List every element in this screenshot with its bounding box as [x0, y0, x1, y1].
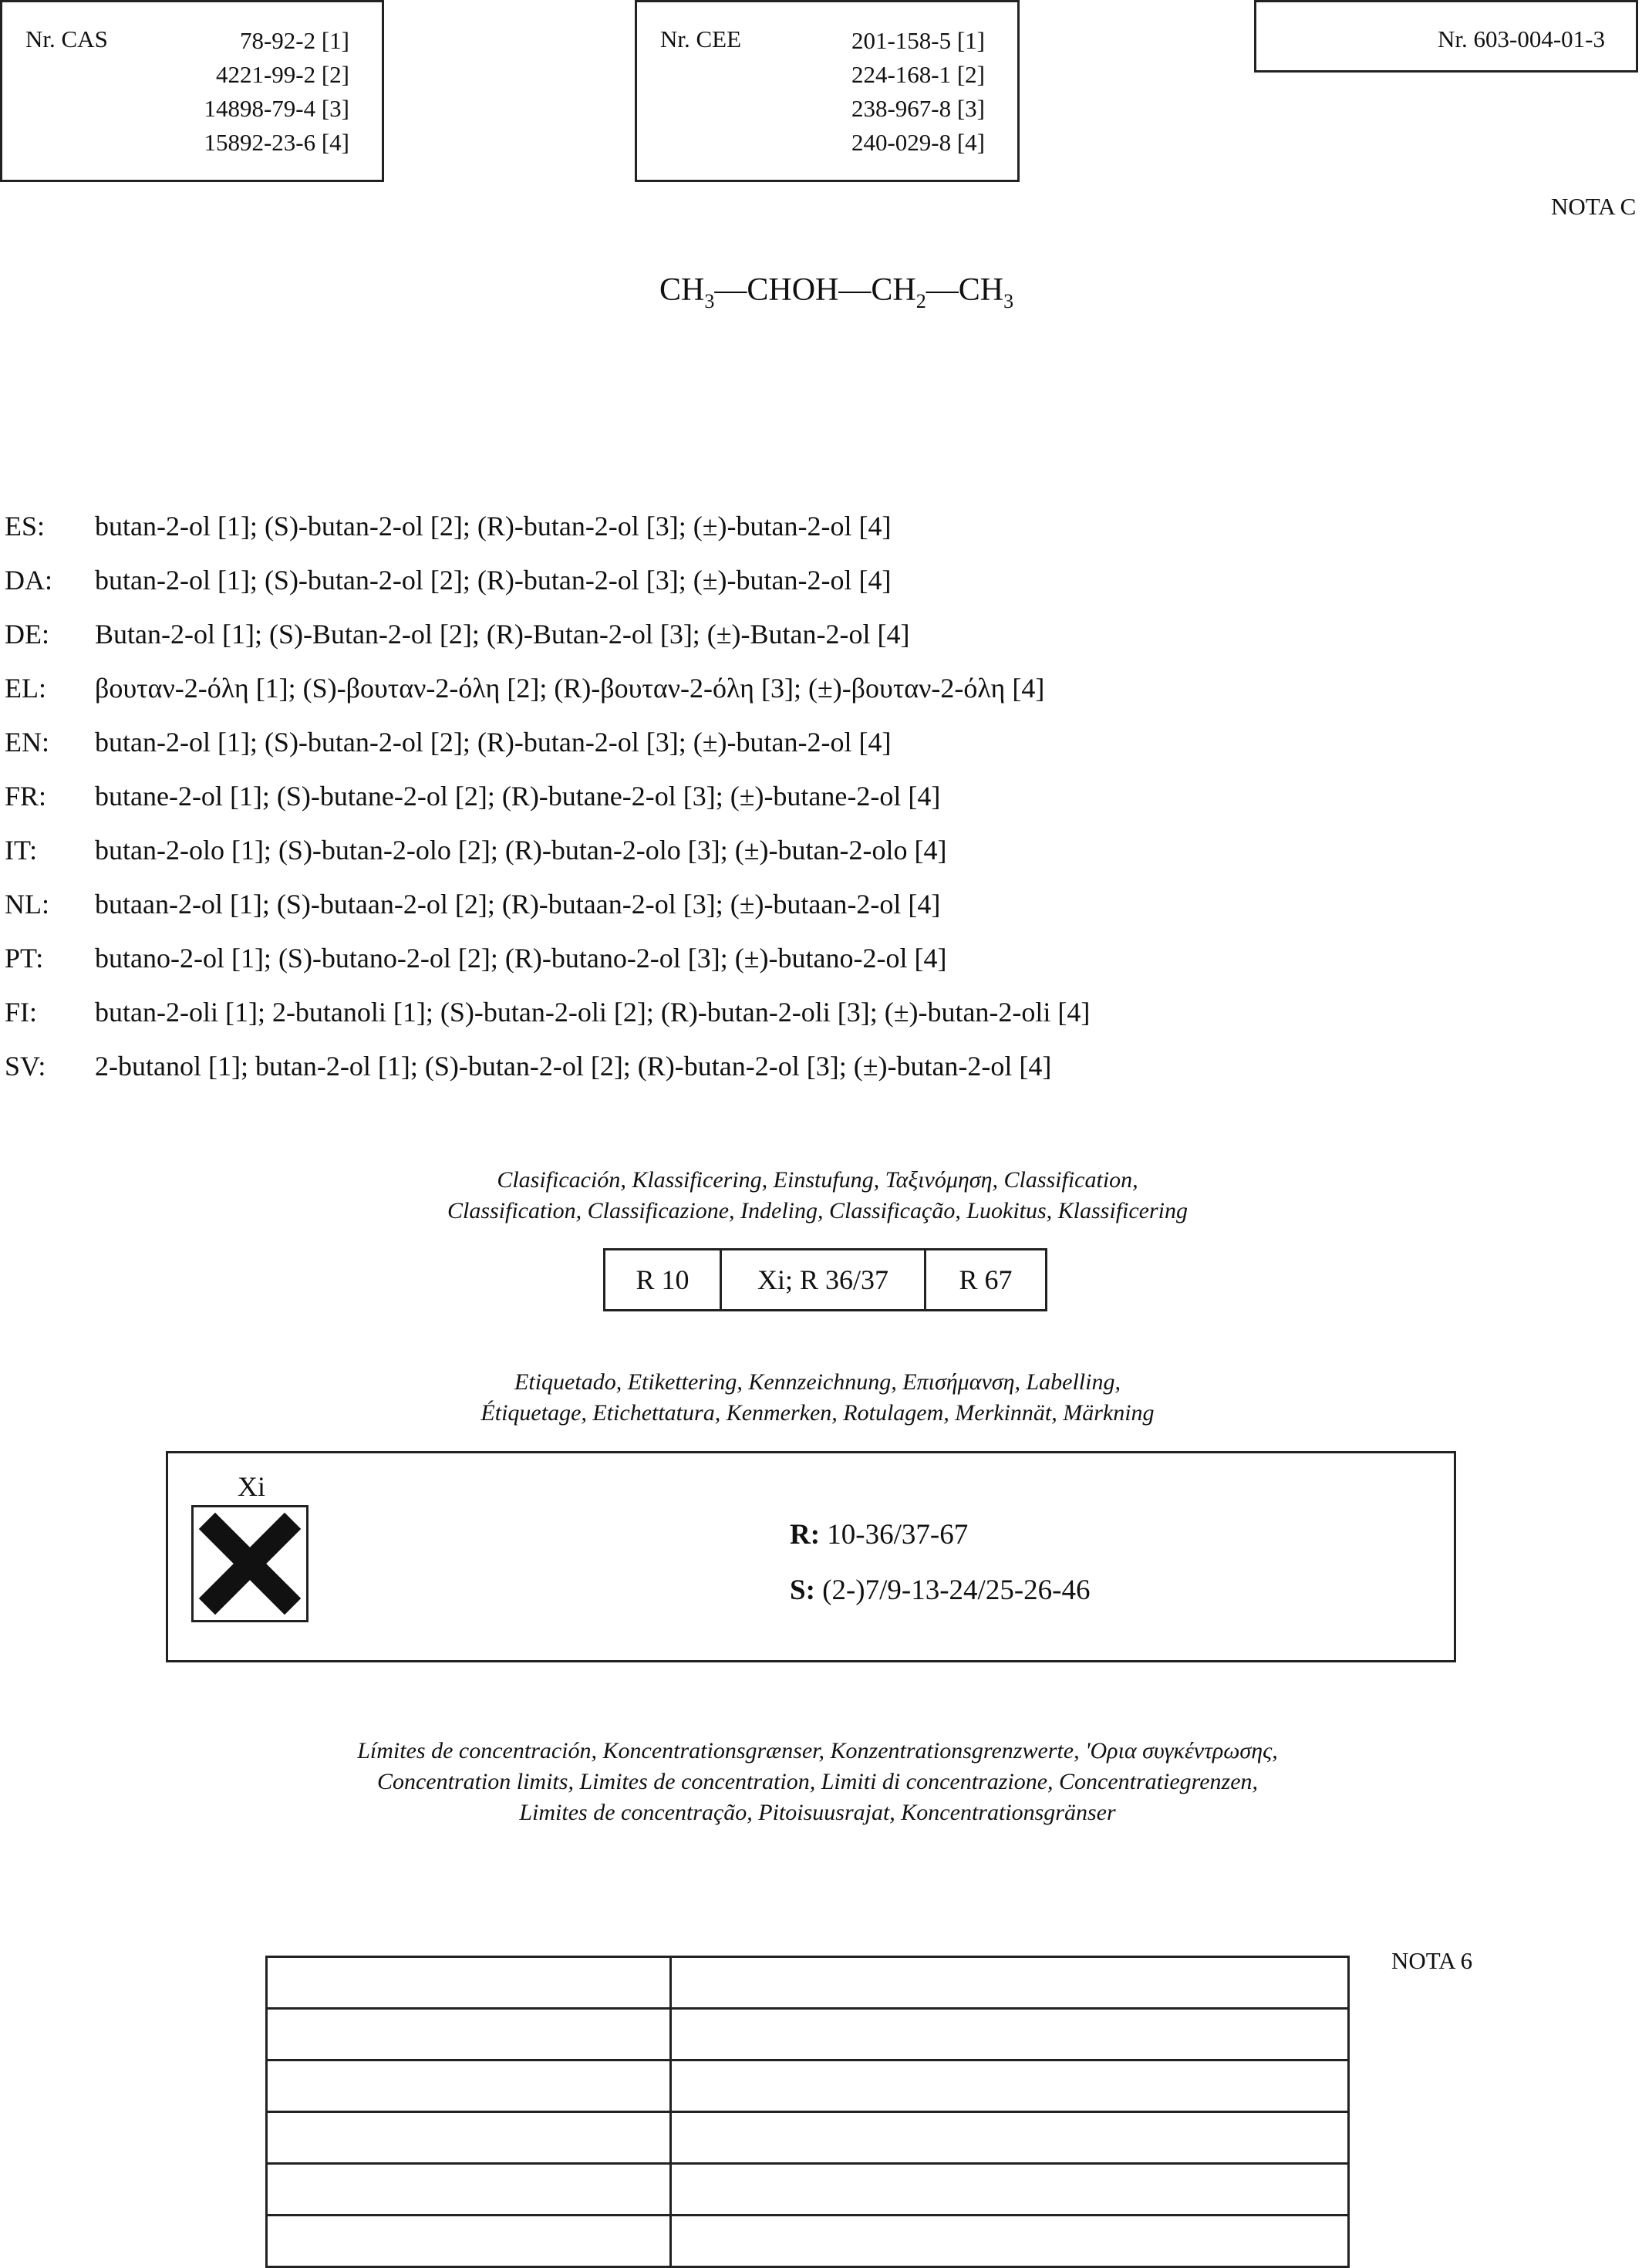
classification-cell: R 67	[926, 1250, 1047, 1311]
saltire-cross-icon	[194, 1507, 306, 1620]
classification-heading: Clasificación, Klassificering, Einstufung, Ταξινόμηση, Classification, Classification, Classificazione, Indeling, Classificação, Luokitus, Klassificering	[447, 1167, 1188, 1223]
language-code: FR:	[5, 781, 47, 812]
cee-label: Nr. CEE	[660, 25, 742, 52]
table-cell	[671, 2009, 1349, 2060]
cas-number: 78-92-2 [1]	[239, 27, 349, 54]
substance-name: butan-2-ol [1]; (S)-butan-2-ol [2]; (R)-butan-2-ol [3]; (±)-butan-2-ol [4]	[95, 511, 892, 542]
cas-number: 14898-79-4 [3]	[204, 95, 349, 122]
table-cell	[671, 1957, 1349, 2009]
substance-name: βουταν-2-όλη [1]; (S)-βουταν-2-όλη [2]; (R)-βουταν-2-όλη [3]; (±)-βουταν-2-όλη [4]	[95, 673, 1045, 704]
table-row	[267, 1957, 1349, 2009]
language-code: PT:	[5, 943, 44, 974]
table-cell	[267, 2164, 671, 2216]
language-code: FI:	[5, 997, 38, 1028]
substance-name: butano-2-ol [1]; (S)-butano-2-ol [2]; (R)-butano-2-ol [3]; (±)-butano-2-ol [4]	[95, 943, 947, 974]
language-code: DE:	[5, 619, 49, 650]
cee-number: 240-029-8 [4]	[851, 129, 985, 156]
table-cell	[267, 1957, 671, 2009]
substance-name: butan-2-ol [1]; (S)-butan-2-ol [2]; (R)-butan-2-ol [3]; (±)-butan-2-ol [4]	[95, 727, 892, 758]
substance-name: butan-2-olo [1]; (S)-butan-2-olo [2]; (R)-butan-2-olo [3]; (±)-butan-2-olo [4]	[95, 835, 947, 866]
nota-c: NOTA C	[1551, 193, 1637, 220]
index-number-box	[1254, 0, 1638, 73]
r-phrases	[790, 1518, 968, 1551]
cee-number: 201-158-5 [1]	[851, 27, 985, 54]
table-cell	[671, 2164, 1349, 2216]
substance-name: Butan-2-ol [1]; (S)-Butan-2-ol [2]; (R)-Butan-2-ol [3]; (±)-Butan-2-ol [4]	[95, 619, 910, 650]
cas-box	[0, 0, 384, 182]
cas-label: Nr. CAS	[25, 25, 108, 52]
hazard-symbol	[191, 1505, 309, 1622]
language-code: IT:	[5, 835, 38, 866]
index-number: Nr. 603-004-01-3	[1438, 25, 1605, 52]
language-code: DA:	[5, 565, 52, 596]
table-cell	[671, 2216, 1349, 2267]
cee-number: 224-168-1 [2]	[851, 61, 985, 88]
table-row	[267, 2112, 1349, 2164]
cas-number: 15892-23-6 [4]	[204, 129, 349, 156]
s-phrase-codes: (2-)7/9-13-24/25-26-46	[822, 1574, 1091, 1606]
cas-numbers	[204, 24, 349, 160]
table-row	[267, 2164, 1349, 2216]
table-cell	[267, 2060, 671, 2112]
table-cell	[671, 2112, 1349, 2164]
table-row	[267, 2216, 1349, 2267]
r-prefix: R:	[790, 1519, 821, 1551]
table-cell	[267, 2009, 671, 2060]
s-prefix: S:	[790, 1574, 815, 1606]
language-code: EN:	[5, 727, 49, 758]
nota-6: NOTA 6	[1391, 1947, 1473, 1974]
table-cell	[267, 2112, 671, 2164]
table-cell	[671, 2060, 1349, 2112]
cee-box	[635, 0, 1020, 182]
s-phrases	[790, 1574, 1090, 1607]
language-code: SV:	[5, 1051, 46, 1082]
substance-name: butane-2-ol [1]; (S)-butane-2-ol [2]; (R)-butane-2-ol [3]; (±)-butane-2-ol [4]	[95, 781, 941, 812]
chemical-formula: $CH_3—CHOH—CH_2—CH_3$	[659, 272, 1014, 312]
language-code: NL:	[5, 889, 49, 920]
language-code: EL:	[5, 673, 46, 704]
substance-name: 2-butanol [1]; butan-2-ol [1]; (S)-butan-2-ol [2]; (R)-butan-2-ol [3]; (±)-butan-2-ol [4]	[95, 1051, 1052, 1082]
labelling-heading: Etiquetado, Etikettering, Kennzeichnung, Επισήμανση, Labelling, Étiquetage, Etichettatura, Kenmerken, Rotulagem, Merkinnät, Märkning	[480, 1369, 1155, 1426]
concentration-table	[265, 1956, 1350, 2268]
table-cell	[267, 2216, 671, 2267]
substance-name: butan-2-oli [1]; 2-butanoli [1]; (S)-butan-2-oli [2]; (R)-butan-2-oli [3]; (±)-butan-2-oli [4]	[95, 997, 1091, 1028]
classification-cell: Xi; R 36/37	[721, 1250, 926, 1311]
cee-numbers	[851, 24, 985, 160]
cee-number: 238-967-8 [3]	[851, 95, 985, 122]
r-phrase-codes: 10-36/37-67	[827, 1519, 969, 1551]
labelling-box	[166, 1451, 1456, 1662]
table-row	[267, 2060, 1349, 2112]
substance-name: butaan-2-ol [1]; (S)-butaan-2-ol [2]; (R)-butaan-2-ol [3]; (±)-butaan-2-ol [4]	[95, 889, 941, 920]
substance-name: butan-2-ol [1]; (S)-butan-2-ol [2]; (R)-butan-2-ol [3]; (±)-butan-2-ol [4]	[95, 565, 892, 596]
cas-number: 4221-99-2 [2]	[215, 61, 349, 88]
concentration-heading: Límites de concentración, Koncentrationsgrænser, Konzentrationsgrenzwerte, 'Ορια συγκέντρωσης, Concentration limits, Limites de concentration, Limiti di concentrazione, Concentratiegrenzen, Limites de concentração, Pitoisuusrajat, Koncentrationsgränser	[357, 1738, 1278, 1825]
classification-table	[603, 1248, 1047, 1311]
language-code: ES:	[5, 511, 46, 542]
table-row	[267, 2009, 1349, 2060]
classification-cell: R 10	[605, 1250, 721, 1311]
symbol-label: Xi	[238, 1471, 265, 1502]
